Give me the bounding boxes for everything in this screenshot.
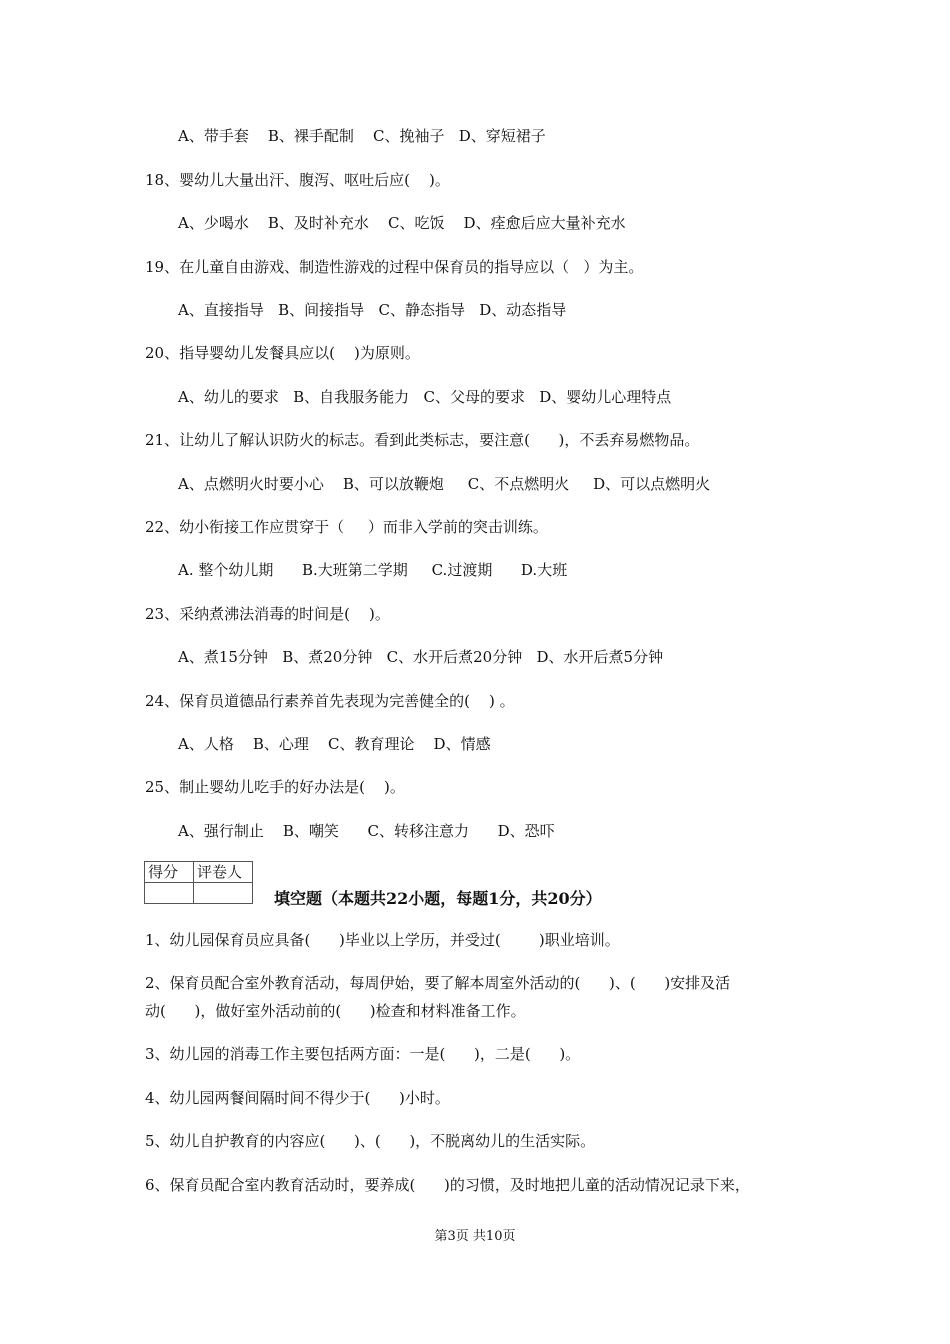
fill-q6: 6、保育员配合室内教育活动时，要养成( )的习惯，及时地把儿童的活动情况记录下来， [145, 1176, 750, 1194]
q18-options: A、少喝水 B、及时补充水 C、吃饭 D、痊愈后应大量补充水 [178, 214, 626, 232]
q17-options: A、带手套 B、裸手配制 C、挽袖子 D、穿短裙子 [178, 127, 546, 145]
section-title: 填空题（本题共22小题，每题1分，共20分） [274, 889, 602, 908]
q20-text: 20、指导婴幼儿发餐具应以( )为原则。 [145, 344, 420, 362]
fill-q2-line1: 2、保育员配合室外教育活动，每周伊始，要了解本周室外活动的( )、( )安排及活 [145, 974, 731, 992]
q19-options: A、直接指导 B、间接指导 C、静态指导 D、动态指导 [178, 301, 567, 319]
q23-text: 23、采纳煮沸法消毒的时间是( )。 [145, 605, 390, 623]
score-label: 得分 [145, 862, 194, 883]
q24-text: 24、保育员道德品行素养首先表现为完善健全的( ) 。 [145, 692, 515, 710]
q22-text: 22、幼小衔接工作应贯穿于（ ）而非入学前的突击训练。 [145, 518, 548, 536]
q22-options: A. 整个幼儿期 B.大班第二学期 C.过渡期 D.大班 [178, 561, 568, 579]
q21-text: 21、让幼儿了解认识防火的标志。看到此类标志，要注意( )，不丢弃易燃物品。 [145, 431, 700, 449]
grader-label: 评卷人 [194, 862, 253, 883]
score-box [144, 861, 253, 904]
q20-options: A、幼儿的要求 B、自我服务能力 C、父母的要求 D、婴幼儿心理特点 [178, 388, 672, 406]
q25-text: 25、制止婴幼儿吃手的好办法是( )。 [145, 778, 405, 796]
fill-q2-line2: 动( )，做好室外活动前的( )检查和材料准备工作。 [145, 1002, 526, 1020]
page-footer: 第3页 共10页 [434, 1229, 516, 1244]
fill-q1: 1、幼儿园保育员应具备( )毕业以上学历，并受过( )职业培训。 [145, 931, 620, 949]
q21-options: A、点燃明火时要小心 B、可以放鞭炮 C、不点燃明火 D、可以点燃明火 [178, 475, 711, 493]
q19-text: 19、在儿童自由游戏、制造性游戏的过程中保育员的指导应以（ ）为主。 [145, 258, 644, 276]
score-cell [145, 883, 194, 904]
fill-q4: 4、幼儿园两餐间隔时间不得少于( )小时。 [145, 1089, 450, 1107]
q18-text: 18、婴幼儿大量出汗、腹泻、呕吐后应( )。 [145, 171, 450, 189]
q23-options: A、煮15分钟 B、煮20分钟 C、水开后煮20分钟 D、水开后煮5分钟 [178, 648, 664, 666]
q25-options: A、强行制止 B、嘲笑 C、转移注意力 D、恐吓 [178, 822, 555, 840]
fill-q5: 5、幼儿自护教育的内容应( )、( )，不脱离幼儿的生活实际。 [145, 1132, 596, 1150]
fill-q3: 3、幼儿园的消毒工作主要包括两方面：一是( )，二是( )。 [145, 1045, 581, 1063]
q24-options: A、人格 B、心理 C、教育理论 D、情感 [178, 735, 491, 753]
grader-cell [194, 883, 253, 904]
